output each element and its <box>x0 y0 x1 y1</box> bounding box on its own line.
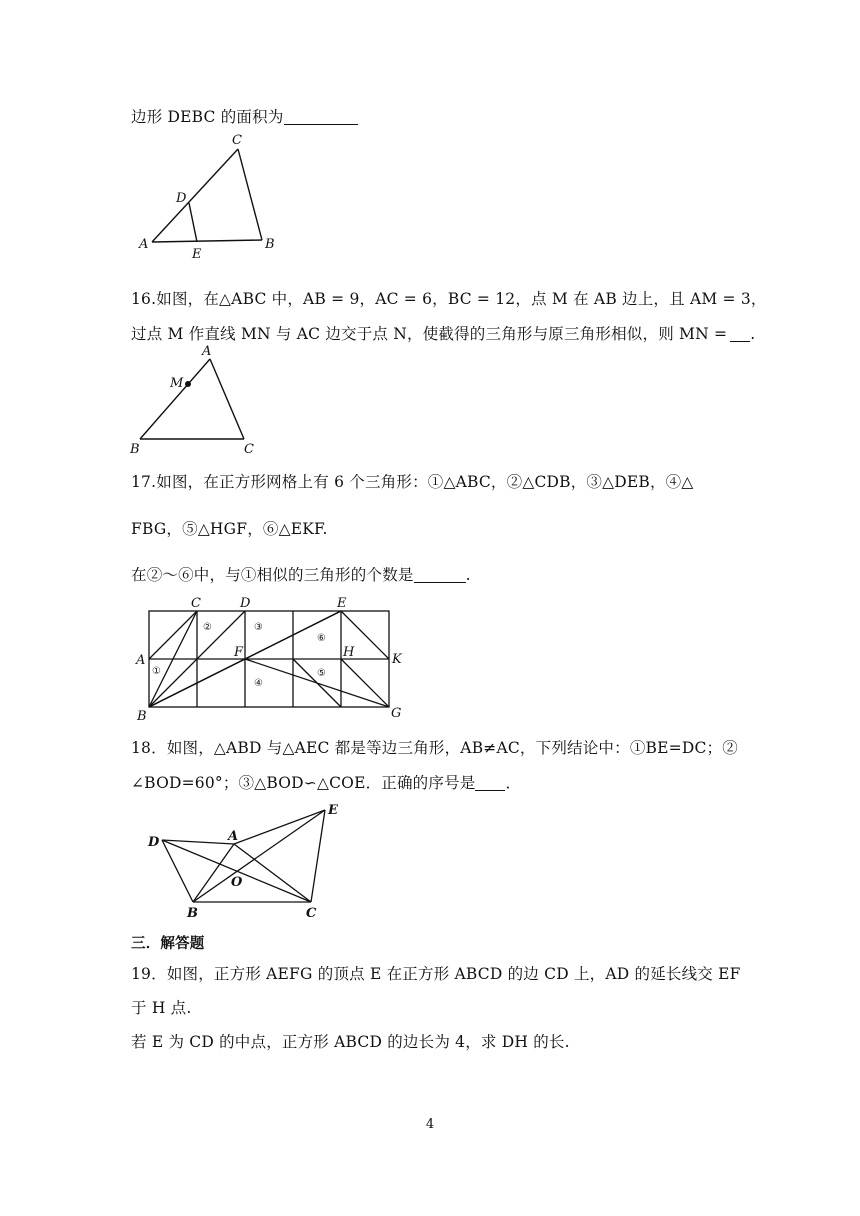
q15-label-a: A <box>139 237 149 252</box>
q17-label-e: E <box>337 596 347 611</box>
q16-answer-blank <box>730 325 750 342</box>
q18-segment-ac <box>234 844 311 902</box>
q18-segment-da <box>162 840 234 844</box>
q18-label-c: C <box>306 906 317 921</box>
q17-line3 <box>131 563 471 585</box>
q17-marker-2: ② <box>203 622 212 633</box>
q15-segment-ab <box>152 240 262 242</box>
q18-segment-ab <box>193 844 234 902</box>
q18-answer-blank <box>475 774 505 791</box>
q15-text <box>131 105 358 127</box>
q15-label-c: C <box>232 133 242 148</box>
q17-line1: 17.如图，在正方形网格上有 6 个三角形：①△ABC，②△CDB，③△DEB，④△ <box>131 473 694 491</box>
q18-label-e: E <box>328 803 338 818</box>
q17-marker-1: ① <box>152 666 161 677</box>
q17-label-a: A <box>136 653 146 668</box>
q17-line2: FBG，⑤△HGF，⑥△EKF. <box>131 520 328 538</box>
q18-label-a: A <box>228 829 239 844</box>
q15-tail: 边形 DEBC 的面积为 <box>131 108 284 126</box>
q17-marker-4: ④ <box>254 678 263 689</box>
q15-segment-bc <box>238 149 262 240</box>
q16-segment-ac <box>210 359 244 439</box>
q16-line2-text: 过点 M 作直线 MN 与 AC 边交于点 N，使截得的三角形与原三角形相似，则 MN = <box>131 325 728 343</box>
q17-answer-blank <box>414 566 466 583</box>
q17-segment-hg <box>341 659 389 707</box>
q17-line3-text: 在②～⑥中，与①相似的三角形的个数是 <box>131 566 414 584</box>
q15-segment-de <box>189 203 197 242</box>
q16-point-m <box>185 381 191 387</box>
q18-line2-end: ． <box>505 774 522 792</box>
q18-segment-ae <box>234 810 325 844</box>
section-heading: 三．解答题 <box>131 936 205 952</box>
q16-label-c: C <box>244 442 254 457</box>
q17-line3-end: . <box>465 566 471 584</box>
q17-label-b: B <box>137 709 147 724</box>
q15-figure <box>135 132 295 262</box>
q17-label-k: K <box>392 652 402 667</box>
q19-line2: 于 H 点. <box>131 999 192 1017</box>
q16-label-b: B <box>130 442 140 457</box>
q17-marker-6: ⑥ <box>317 633 326 644</box>
q17-segment-fg-diag <box>293 659 341 707</box>
q17-label-d: D <box>240 596 251 611</box>
q15-answer-blank <box>284 108 358 125</box>
q17-figure <box>130 592 420 727</box>
q18-segment-be <box>193 810 325 902</box>
q15-label-d: D <box>176 191 187 206</box>
q19-line3: 若 E 为 CD 的中点，正方形 ABCD 的边长为 4，求 DH 的长. <box>131 1033 570 1051</box>
q17-label-f: F <box>234 645 244 660</box>
q15-label-b: B <box>265 237 275 252</box>
page-number: 4 <box>425 1117 435 1132</box>
q16-line2 <box>131 322 755 344</box>
q18-line2-text: ∠BOD=60°；③△BOD∽△COE．正确的序号是 <box>131 774 476 792</box>
q18-segment-ec <box>311 810 325 902</box>
q17-label-h: H <box>343 645 355 660</box>
q19-line1: 19．如图，正方形 AEFG 的顶点 E 在正方形 ABCD 的边 CD 上，AD 的延长线交 EF <box>131 965 741 983</box>
q16-figure <box>127 343 267 458</box>
q16-line2-end: . <box>750 325 756 343</box>
q17-label-g: G <box>391 706 402 721</box>
q16-line1: 16.如图，在△ABC 中，AB = 9，AC = 6，BC = 12，点 M 在 AB 边上，且 AM = 3， <box>131 290 767 308</box>
q18-figure <box>145 800 355 920</box>
q17-label-c: C <box>191 596 201 611</box>
q18-label-d: D <box>148 835 160 850</box>
q16-label-a: A <box>202 344 212 359</box>
q15-label-e: E <box>192 247 202 262</box>
q18-label-o: O <box>231 875 243 890</box>
q16-label-m: M <box>170 376 184 391</box>
q18-label-b: B <box>187 906 198 921</box>
q15-segment-ca <box>152 149 238 242</box>
q17-segment-ac <box>149 611 197 659</box>
q18-line2 <box>131 771 521 793</box>
q18-segment-db <box>162 840 193 902</box>
q18-line1: 18．如图，△ABD 与△AEC 都是等边三角形，AB≠AC，下列结论中：①BE=DC；② <box>131 739 738 757</box>
q16-segment-ab <box>140 359 210 439</box>
q17-marker-5: ⑤ <box>317 668 326 679</box>
q17-marker-3: ③ <box>254 622 263 633</box>
